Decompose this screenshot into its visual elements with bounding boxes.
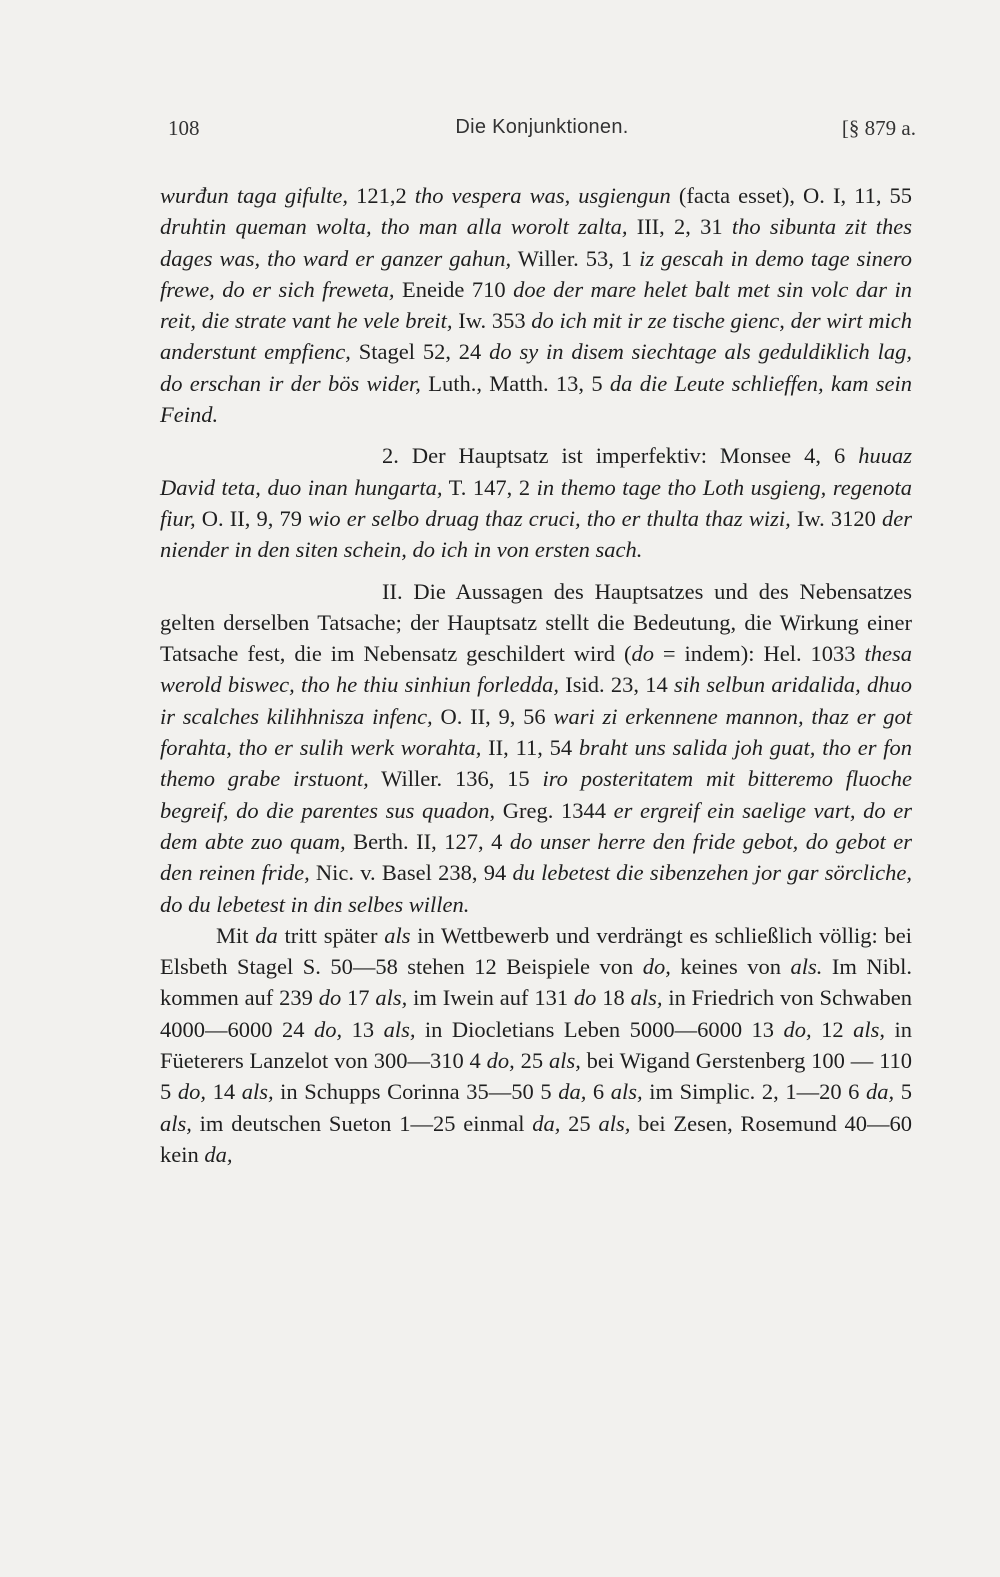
italic-quote: do	[573, 985, 597, 1011]
italic-quote: do ich mit ir ze tische gienc, der wirt mich anderstunt empfienc,	[160, 308, 912, 365]
text-run: in Füeterers Lanzelot von 300—310 4	[160, 1016, 912, 1074]
italic-quote: sih selbun aridalida, dhuo ir scalches kilihhnisza infenc,	[160, 672, 913, 729]
text-run: T. 147, 2	[442, 474, 537, 500]
text-run: Iw. 3120	[790, 505, 883, 531]
text-run: (facta esset), O. I, 11, 55	[670, 183, 913, 208]
text-run: in Friedrich von Schwaben 4000—6000 24	[160, 985, 913, 1042]
italic-quote: als,	[598, 1110, 631, 1136]
text-run: im Iwein auf 131	[407, 985, 574, 1011]
text-run: Willer. 53, 1	[511, 245, 640, 271]
text-run: Im Nibl. kommen auf 239	[160, 954, 912, 1011]
italic-quote: du lebetest die sibenzehen jor gar sörcliche, do du lebetest in din selbes willen.	[160, 860, 912, 917]
text-run: 25	[514, 1048, 549, 1074]
italic-quote: wio er selbo druag thaz cruci, tho er thulta thaz wizi,	[308, 505, 791, 531]
italic-quote: als.	[790, 954, 823, 980]
text-run: 14	[205, 1079, 242, 1105]
italic-quote: als,	[610, 1079, 643, 1105]
body-text	[160, 180, 912, 1170]
text-run: Willer. 136, 15	[368, 766, 543, 792]
text-run: Eneide 710	[394, 276, 514, 302]
italic-quote: thesa werold biswec, tho he thiu sinhiun forledda,	[160, 641, 912, 698]
italic-quote: da,	[558, 1079, 587, 1105]
text-run: in Wettbewerb und verdrängt es schließlich völlig: bei Elsbeth Stagel S. 50—58 stehen 12 Beispiele von	[160, 922, 912, 980]
italic-quote: huuaz David teta, duo inan hungarta,	[160, 443, 912, 500]
italic-quote: der niender in den siten schein, do ich in von ersten sach.	[160, 505, 913, 563]
italic-quote: tho vespera was, usgiengun	[414, 183, 671, 208]
text-run: III, 2, 31	[627, 214, 732, 240]
text-run: Stagel 52, 24	[350, 339, 490, 365]
italic-quote: als,	[383, 1016, 416, 1042]
text-run: O. II, 9, 79	[195, 505, 309, 531]
text-run: in Diocletians Leben 5000—6000 13	[415, 1016, 784, 1042]
text-run: 18	[596, 985, 631, 1011]
italic-quote: iro posteritatem mit bitteremo fluoche begreif, do die parentes sus quadon,	[160, 766, 913, 823]
italic-quote: da,	[866, 1079, 895, 1105]
text-run: 2. Der Hauptsatz ist imperfektiv: Monsee 4, 6	[382, 443, 859, 469]
text-run: 12	[811, 1016, 854, 1042]
text-run: im deutschen Sueton 1—25 einmal	[191, 1110, 533, 1136]
italic-quote: als,	[375, 985, 408, 1011]
paragraph	[160, 920, 912, 1170]
text-run: II, 11, 54	[481, 735, 579, 761]
italic-quote: da die Leute schlieffen, kam sein Feind.	[160, 370, 912, 428]
italic-quote: do,	[783, 1016, 812, 1042]
text-run: = indem): Hel. 1033	[653, 641, 865, 667]
italic-quote: tho sibunta zit thes dages was, tho ward er ganzer gahun,	[160, 214, 913, 271]
italic-quote: iz gescah in demo tage sinero frewe, do er sich freweta,	[160, 245, 912, 302]
italic-quote: braht uns salida joh guat, tho er fon themo grabe irstuont,	[160, 735, 913, 792]
text-run: keines von	[670, 954, 791, 980]
text-run: bei Wigand Gerstenberg 100 — 110 5	[160, 1048, 913, 1105]
running-header	[168, 116, 916, 150]
italic-quote: als	[384, 922, 411, 948]
italic-quote: da,	[204, 1141, 233, 1167]
italic-quote: druhtin queman wolta, tho man alla worolt zalta,	[160, 214, 628, 240]
paragraph	[160, 440, 912, 565]
text-run: II. Die Aussagen des Hauptsatzes und des Nebensatzes gelten derselben Tatsache; der Hauptsatz stellt die Bedeutung, die Wirkung einer Tatsache fest, die im Nebensatz geschildert wird (	[160, 578, 912, 667]
italic-quote: er ergreif ein saelige vart, do er dem abte zuo quam,	[160, 797, 912, 854]
text-run: 25	[560, 1110, 599, 1136]
text-run: Iw. 353	[452, 308, 532, 334]
text-run: Luth., Matth. 13, 5	[420, 370, 610, 396]
italic-quote: da,	[532, 1110, 561, 1136]
text-run: Berth. II, 127, 4	[345, 828, 510, 854]
text-run: in Schupps Corinna 35—50 5	[273, 1079, 559, 1105]
italic-quote: wari zi erkennene mannon, thaz er got forahta, tho er sulih werk worahta,	[160, 703, 912, 761]
text-run: im Simplic. 2, 1—20 6	[642, 1079, 867, 1105]
italic-quote: do	[318, 985, 342, 1011]
italic-quote: do	[631, 641, 654, 667]
paragraph	[160, 180, 912, 430]
italic-quote: als,	[548, 1048, 581, 1074]
italic-quote: als,	[241, 1079, 274, 1105]
paragraph	[160, 576, 912, 920]
text-run: Greg. 1344	[495, 797, 614, 823]
italic-quote: do,	[642, 954, 671, 980]
italic-quote: als,	[630, 985, 663, 1011]
text-run: Mit	[216, 922, 256, 948]
italic-quote: da	[255, 922, 278, 948]
text-run: 6	[586, 1079, 611, 1105]
text-run: 17	[341, 985, 376, 1011]
italic-quote: do unser herre den fride gebot, do gebot er den reinen fride,	[160, 828, 912, 886]
text-run: Nic. v. Basel 238, 94	[309, 860, 513, 886]
italic-quote: doe der mare helet balt met sin volc dar in reit, die strate vant he vele breit,	[160, 276, 913, 334]
italic-quote: wurđun taga gifulte,	[160, 183, 349, 208]
text-run: tritt später	[277, 922, 385, 948]
italic-quote: do,	[177, 1079, 206, 1105]
italic-quote: do,	[313, 1016, 343, 1042]
chapter-title: Die Konjunktionen.	[455, 116, 629, 138]
page-number: 108	[168, 116, 200, 140]
text-run: bei Zesen, Rosemund 40—60 kein	[160, 1110, 913, 1167]
text-run: 13	[342, 1016, 384, 1042]
text-run: Isid. 23, 14	[559, 672, 674, 698]
text-run: O. II, 9, 56	[432, 703, 554, 729]
text-run: 5	[894, 1079, 913, 1105]
text-run: 121,2	[348, 183, 415, 208]
italic-quote: do,	[486, 1048, 515, 1074]
italic-quote: als,	[853, 1016, 886, 1042]
section-number: [§ 879 a.	[841, 116, 916, 140]
italic-quote: als,	[160, 1110, 192, 1136]
italic-quote: in themo tage tho Loth usgieng, regenota fiur,	[160, 474, 913, 531]
italic-quote: do sy in disem siechtage als geduldiklich lag, do erschan ir der bös wider,	[160, 339, 912, 396]
